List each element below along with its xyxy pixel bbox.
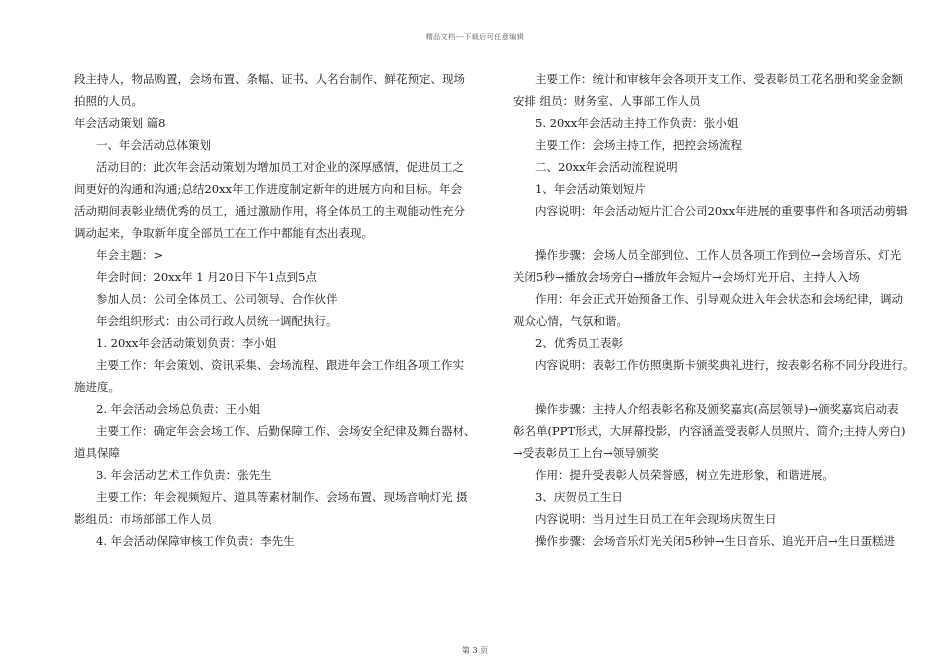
text-line: 年会时间：20xx年 1 月20日下午1点到5点	[96, 270, 317, 284]
text-line: 段主持人，物品购置，会场布置、条幅、证书、人名台制作、鲜花预定、现场	[74, 72, 465, 86]
text-line: 安排 组员：财务室、人事部工作人员	[513, 94, 701, 108]
text-line: 活动目的：此次年会活动策划为增加员工对企业的深厚感情，促进员工之	[96, 160, 464, 174]
text-line: 活动期间表彰业绩优秀的员工，通过激励作用，将全体员工的主观能动性充分	[74, 204, 465, 218]
text-line: 影组员：市场部部工作人员	[74, 512, 212, 526]
page-header: 精品文档---下载后可任意编辑	[425, 33, 525, 41]
text-line: 观众心情，气氛和谐。	[513, 314, 628, 328]
text-line: 主要工作：会场主持工作，把控会场流程	[535, 138, 742, 152]
page-number: 第 3 页	[461, 646, 489, 655]
text-line: 主要工作：年会策划、资讯采集、会场流程、跟进年会工作组各项工作实	[96, 358, 464, 372]
text-line: 2、优秀员工表彰	[535, 336, 623, 350]
text-line: 1、年会活动策划短片	[535, 182, 646, 196]
text-line: 操作步骤：会场音乐灯光关闭5秒钟→生日音乐、追光开启→生日蛋糕进	[535, 534, 896, 548]
text-line: 1. 20xx年会活动策划负责：李小姐	[96, 336, 277, 350]
right-column	[513, 68, 915, 552]
text-line: 年会主题：>	[96, 248, 164, 262]
text-line: 操作步骤：主持人介绍表彰名称及颁奖嘉宾(高层领导)→颁奖嘉宾启动表	[535, 402, 899, 416]
text-line: 道具保障	[74, 446, 120, 460]
text-line: 参加人员：公司全体员工、公司领导、合作伙伴	[96, 292, 338, 306]
text-line: 拍照的人员。	[74, 94, 143, 108]
text-line: 内容说明：年会活动短片汇合公司20xx年进展的重要事件和各项活动剪辑	[535, 204, 908, 218]
text-line: 5. 20xx年会活动主持工作负责：张小姐	[535, 116, 739, 130]
text-line: 作用：提升受表彰人员荣誉感，树立先进形象，和谐进展。	[535, 468, 834, 482]
text-line: 主要工作：统计和审核年会各项开支工作、受表彰员工花名册和奖金金额	[535, 72, 903, 86]
text-line: 作用：年会正式开始预备工作、引导观众进入年会状态和会场纪律，调动	[535, 292, 903, 306]
text-line: 施进度。	[74, 380, 120, 394]
text-line: 3. 年会活动艺术工作负责：张先生	[96, 468, 272, 482]
text-line: 二、20xx年会活动流程说明	[535, 160, 678, 174]
text-line: 一、年会活动总体策划	[96, 138, 211, 152]
text-line: 内容说明：表彰工作仿照奥斯卡颁奖典礼进行，按表彰名称不同分段进行。	[535, 358, 915, 372]
text-line: 主要工作：确定年会会场工作、后勤保障工作、会场安全纪律及舞台器材、	[96, 424, 476, 438]
text-line: 年会活动策划 篇8	[74, 116, 166, 130]
text-line: 调动起来，争取新年度全部员工在工作中都能有杰出表现。	[74, 226, 373, 240]
text-line: 2. 年会活动会场总负责：王小姐	[96, 402, 261, 416]
text-line: 间更好的沟通和沟通;总结20xx年工作进度制定新年的进展方向和目标。年会	[74, 182, 462, 196]
text-line: →受表彰员工上台→领导颁奖	[513, 446, 659, 460]
text-line: 主要工作：年会视频短片、道具等素材制作、会场布置、现场音响灯光 摄	[96, 490, 468, 504]
text-line: 3、庆贺员工生日	[535, 490, 623, 504]
text-line: 4. 年会活动保障审核工作负责：李先生	[96, 534, 295, 548]
text-line: 操作步骤：会场人员全部到位、工作人员各项工作到位→会场音乐、灯光	[535, 248, 902, 262]
text-line: 彰名单(PPT形式，大屏幕投影，内容涵盖受表彰人员照片、简介;主持人旁白)	[513, 424, 906, 438]
text-line: 关闭5秒→播放会场旁白→播放年会短片→会场灯光开启、主持人入场	[513, 270, 860, 284]
text-line: 年会组织形式：由公司行政人员统一调配执行。	[96, 314, 338, 328]
text-line: 内容说明：当月过生日员工在年会现场庆贺生日	[535, 512, 777, 526]
left-column	[74, 68, 476, 552]
